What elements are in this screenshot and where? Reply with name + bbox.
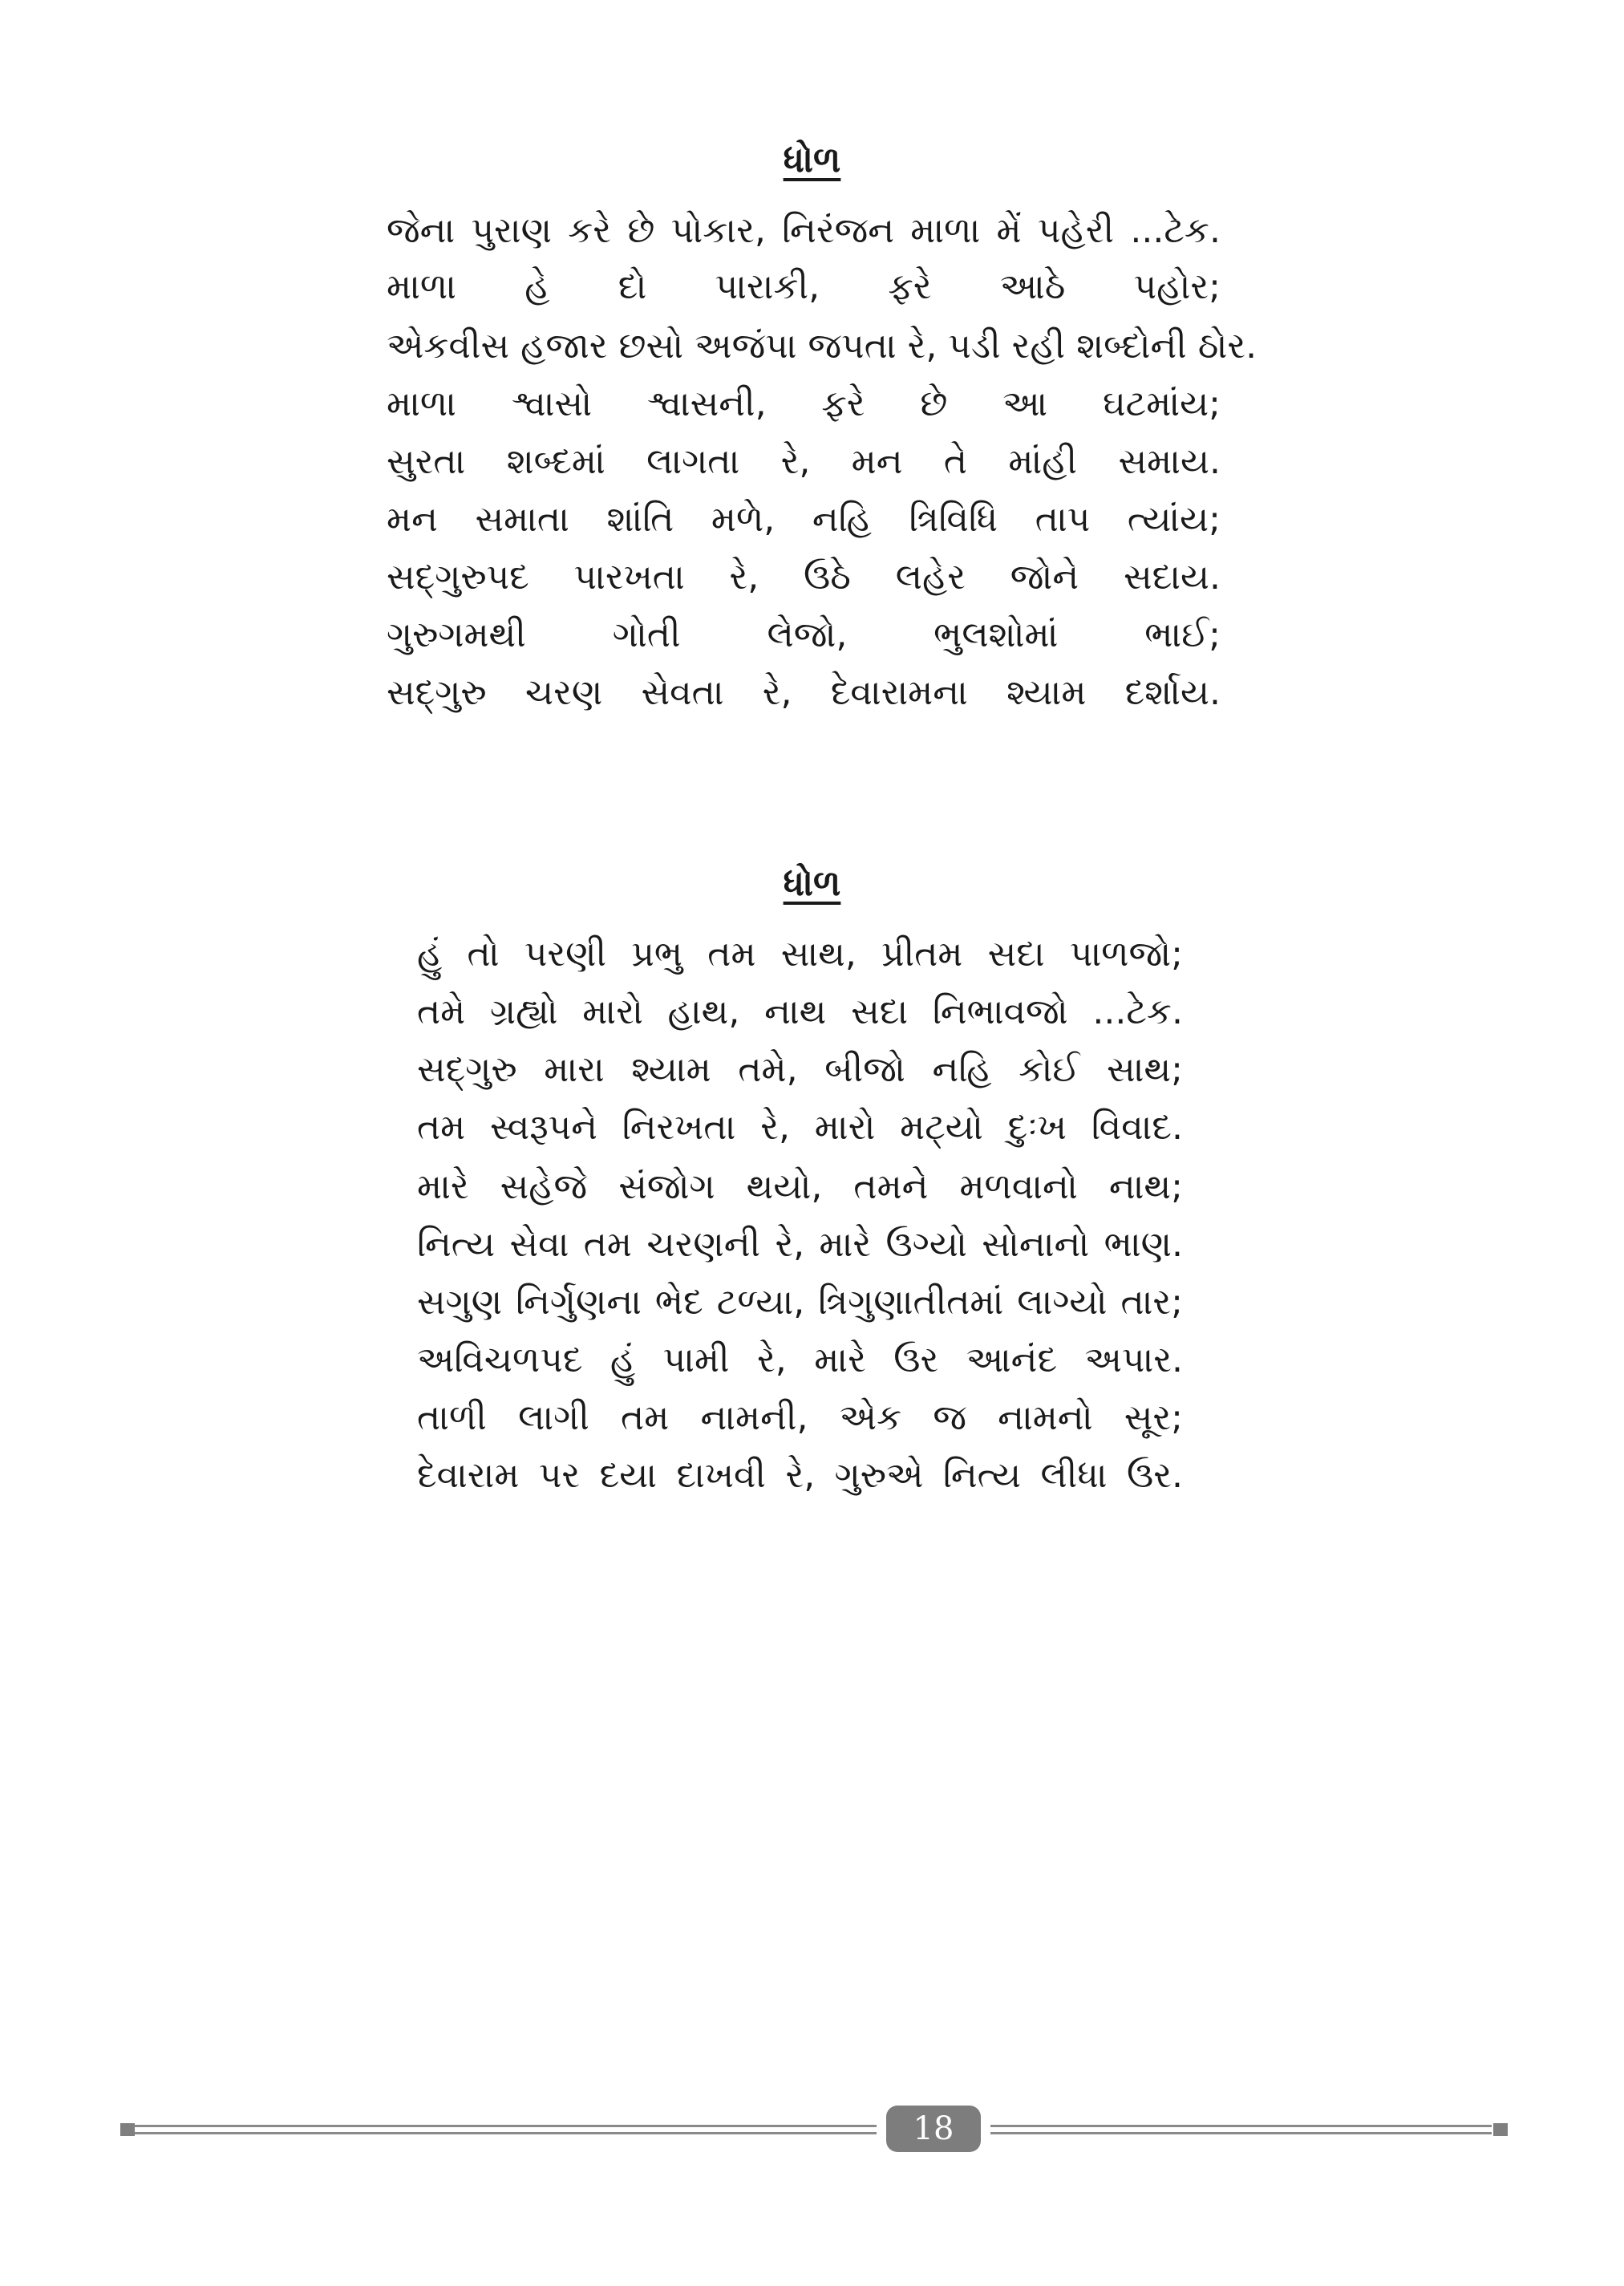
poem-line: માળા હે દો પારાકી, ફરે આઠે પહોર; — [387, 266, 1221, 307]
poem-line: સદ્‌ગુરુ ચરણ સેવતા રે, દેવારામના શ્યામ દર્શાય. — [387, 672, 1221, 713]
poem-line: અવિચળપદ હું પામી રે, મારે ઉર આનંદ અપાર. — [417, 1340, 1183, 1380]
poem-line: તમ સ્વરૂપને નિરખતા રે, મારો મટ્યો દુઃખ વિવાદ. — [417, 1107, 1183, 1148]
poem-line: તમે ગ્રહ્યો મારો હાથ, નાથ સદા નિભાવજો ...ટેક. — [417, 991, 1183, 1032]
poem-line: સુરતા શબ્દમાં લાગતા રે, મન તે માંહી સમાય. — [387, 441, 1221, 482]
poem-line: હું તો પરણી પ્રભુ તમ સાથ, પ્રીતમ સદા પાળજો; — [417, 934, 1183, 975]
footer-rule — [135, 2125, 877, 2134]
poem-line: મન સમાતા શાંતિ મળે, નહિ ત્રિવિધિ તાપ ત્યાંય; — [387, 499, 1221, 540]
poem-heading: ધોળ — [783, 140, 841, 180]
page-number: 18 — [886, 2106, 981, 2152]
footer-rule-cap — [120, 2123, 135, 2136]
poem-line: માળા શ્વાસો શ્વાસની, ફરે છે આ ઘટમાંય; — [387, 383, 1221, 424]
poem-heading: ધોળ — [783, 863, 841, 904]
poem-line: તાળી લાગી તમ નામની, એક જ નામનો સૂર; — [417, 1397, 1183, 1438]
page-footer — [120, 2106, 1508, 2154]
poem-line: સદ્‌ગુરુ મારા શ્યામ તમે, બીજો નહિ કોઈ સાથ; — [417, 1049, 1183, 1090]
poem-line: એકવીસ હજાર છસો અજંપા જપતા રે, પડી રહી શબ્દોની ઠોર. — [387, 326, 1257, 367]
poem-line: જેના પુરાણ કરે છે પોકાર, નિરંજન માળા મેં પહેરી ...ટેક. — [387, 210, 1221, 251]
poem-line: સગુણ નિર્ગુણના ભેદ ટળ્યા, ત્રિગુણાતીતમાં લાગ્યો તાર; — [417, 1282, 1183, 1323]
poem-line: મારે સહેજે સંજોગ થયો, તમને મળવાનો નાથ; — [417, 1166, 1183, 1207]
poem-line: ગુરુગમથી ગોતી લેજો, ભુલશોમાં ભાઈ; — [387, 614, 1221, 655]
footer-rule-cap — [1493, 2123, 1508, 2136]
poem-line: નિત્ય સેવા તમ ચરણની રે, મારે ઉગ્યો સોનાનો ભાણ. — [417, 1224, 1183, 1265]
footer-rule — [990, 2125, 1492, 2134]
poem-line: સદ્‌ગુરુપદ પારખતા રે, ઉઠે લહેર જોને સદાય. — [387, 557, 1221, 598]
poem-line: દેવારામ પર દયા દાખવી રે, ગુરુએ નિત્ય લીધા ઉર. — [417, 1455, 1183, 1496]
